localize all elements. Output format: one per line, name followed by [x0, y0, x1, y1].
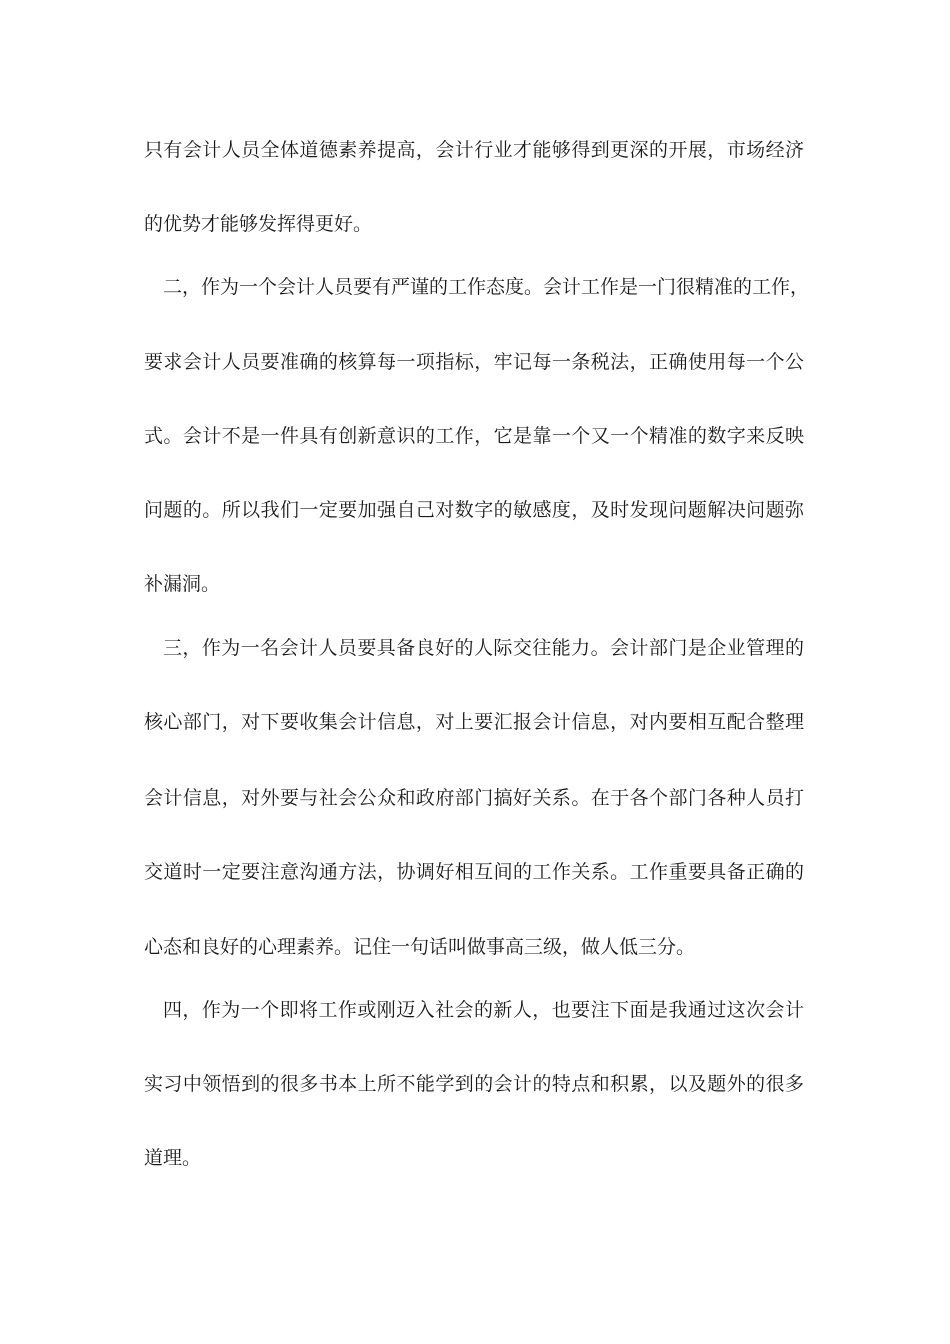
- text-line: 只有会计人员全体道德素养提高，会计行业才能够得到更深的开展，市场经济: [144, 139, 804, 161]
- text-line: 式。会计不是一件具有创新意识的工作，它是靠一个又一个精准的数字来反映: [144, 425, 804, 447]
- text-line: 二，作为一个会计人员要有严谨的工作态度。会计工作是一门很精准的工作，: [163, 276, 810, 298]
- text-line: 补漏洞。: [144, 573, 221, 595]
- text-line: 道理。: [144, 1147, 202, 1169]
- text-line: 要求会计人员要准确的核算每一项指标，牢记每一条税法，正确使用每一个公: [144, 351, 804, 373]
- text-line: 核心部门，对下要收集会计信息，对上要汇报会计信息，对内要相互配合整理: [144, 711, 804, 733]
- text-line: 会计信息，对外要与社会公众和政府部门搞好关系。在于各个部门各种人员打: [144, 787, 804, 809]
- text-line: 交道时一定要注意沟通方法，协调好相互间的工作关系。工作重要具备正确的: [144, 861, 804, 883]
- text-line: 三，作为一名会计人员要具备良好的人际交往能力。会计部门是企业管理的: [163, 637, 804, 659]
- text-line: 问题的。所以我们一定要加强自己对数字的敏感度，及时发现问题解决问题弥: [144, 499, 804, 521]
- text-line: 心态和良好的心理素养。记住一句话叫做事高三级，做人低三分。: [144, 936, 696, 958]
- text-line: 实习中领悟到的很多书本上所不能学到的会计的特点和积累，以及题外的很多: [144, 1073, 804, 1095]
- text-line: 四，作为一个即将工作或刚迈入社会的新人，也要注下面是我通过这次会计: [163, 999, 804, 1021]
- text-line: 的优势才能够发挥得更好。: [144, 213, 373, 235]
